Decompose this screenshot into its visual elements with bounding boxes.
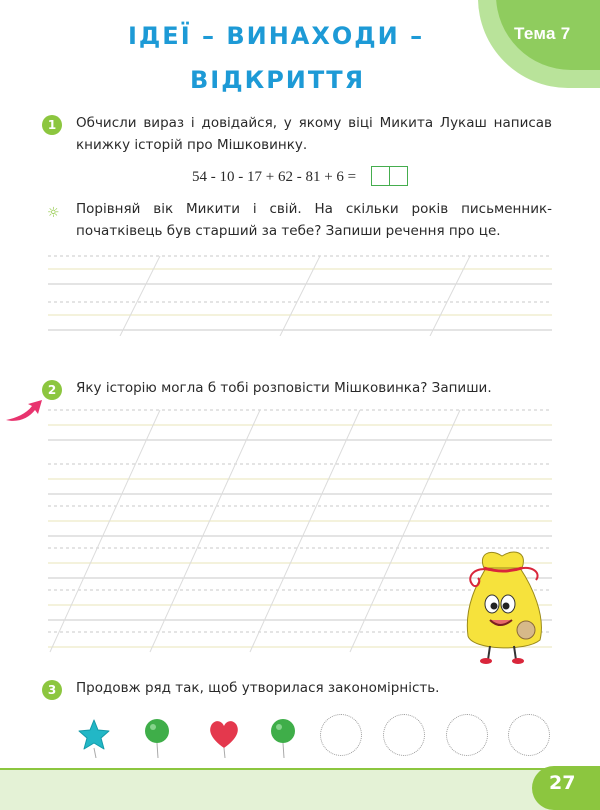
- writing-lines-task1[interactable]: [48, 252, 552, 336]
- pink-arrow-icon: [4, 398, 44, 426]
- blue-star-balloon-icon: [76, 718, 112, 758]
- task1-subtask-text: Порівняй вік Микити і свій. На скільки років письменник-початківець був старший за тебе? Запиши речення про це.: [76, 201, 552, 239]
- sun-icon: ☼: [47, 205, 60, 221]
- green-round-balloon-icon: [142, 718, 172, 758]
- task1-number-badge: 1: [42, 115, 62, 135]
- mishkovynka-bag-character: [456, 546, 552, 666]
- empty-pattern-slot-1[interactable]: [320, 714, 362, 756]
- empty-pattern-slot-3[interactable]: [446, 714, 488, 756]
- page-title-line2: ВІДКРИТТЯ: [190, 66, 366, 94]
- answer-box-digit1[interactable]: [371, 166, 390, 186]
- task2-number-badge: 2: [42, 380, 62, 400]
- task1-text: Обчисли вираз і довідайся, у якому віці Микита Лукаш написав книжку історій про Мішковинку.: [76, 115, 552, 153]
- empty-pattern-slot-2[interactable]: [383, 714, 425, 756]
- empty-pattern-slot-4[interactable]: [508, 714, 550, 756]
- topic-label: Тема 7: [514, 24, 571, 43]
- task2-text: Яку історію могла б тобі розповісти Мішковинка? Запиши.: [76, 380, 492, 396]
- page-title-line1: ІДЕЇ – ВИНАХОДИ –: [128, 22, 425, 50]
- green-round-balloon-icon: [268, 718, 298, 758]
- red-heart-balloon-icon: [206, 718, 242, 758]
- page-number: 27: [549, 772, 576, 794]
- task1-expression: 54 - 10 - 17 + 62 - 81 + 6 =: [192, 169, 357, 185]
- footer-band: [0, 770, 600, 810]
- answer-box-digit2[interactable]: [389, 166, 408, 186]
- task3-number-badge: 3: [42, 680, 62, 700]
- task3-text: Продовж ряд так, щоб утворилася закономірність.: [76, 680, 440, 696]
